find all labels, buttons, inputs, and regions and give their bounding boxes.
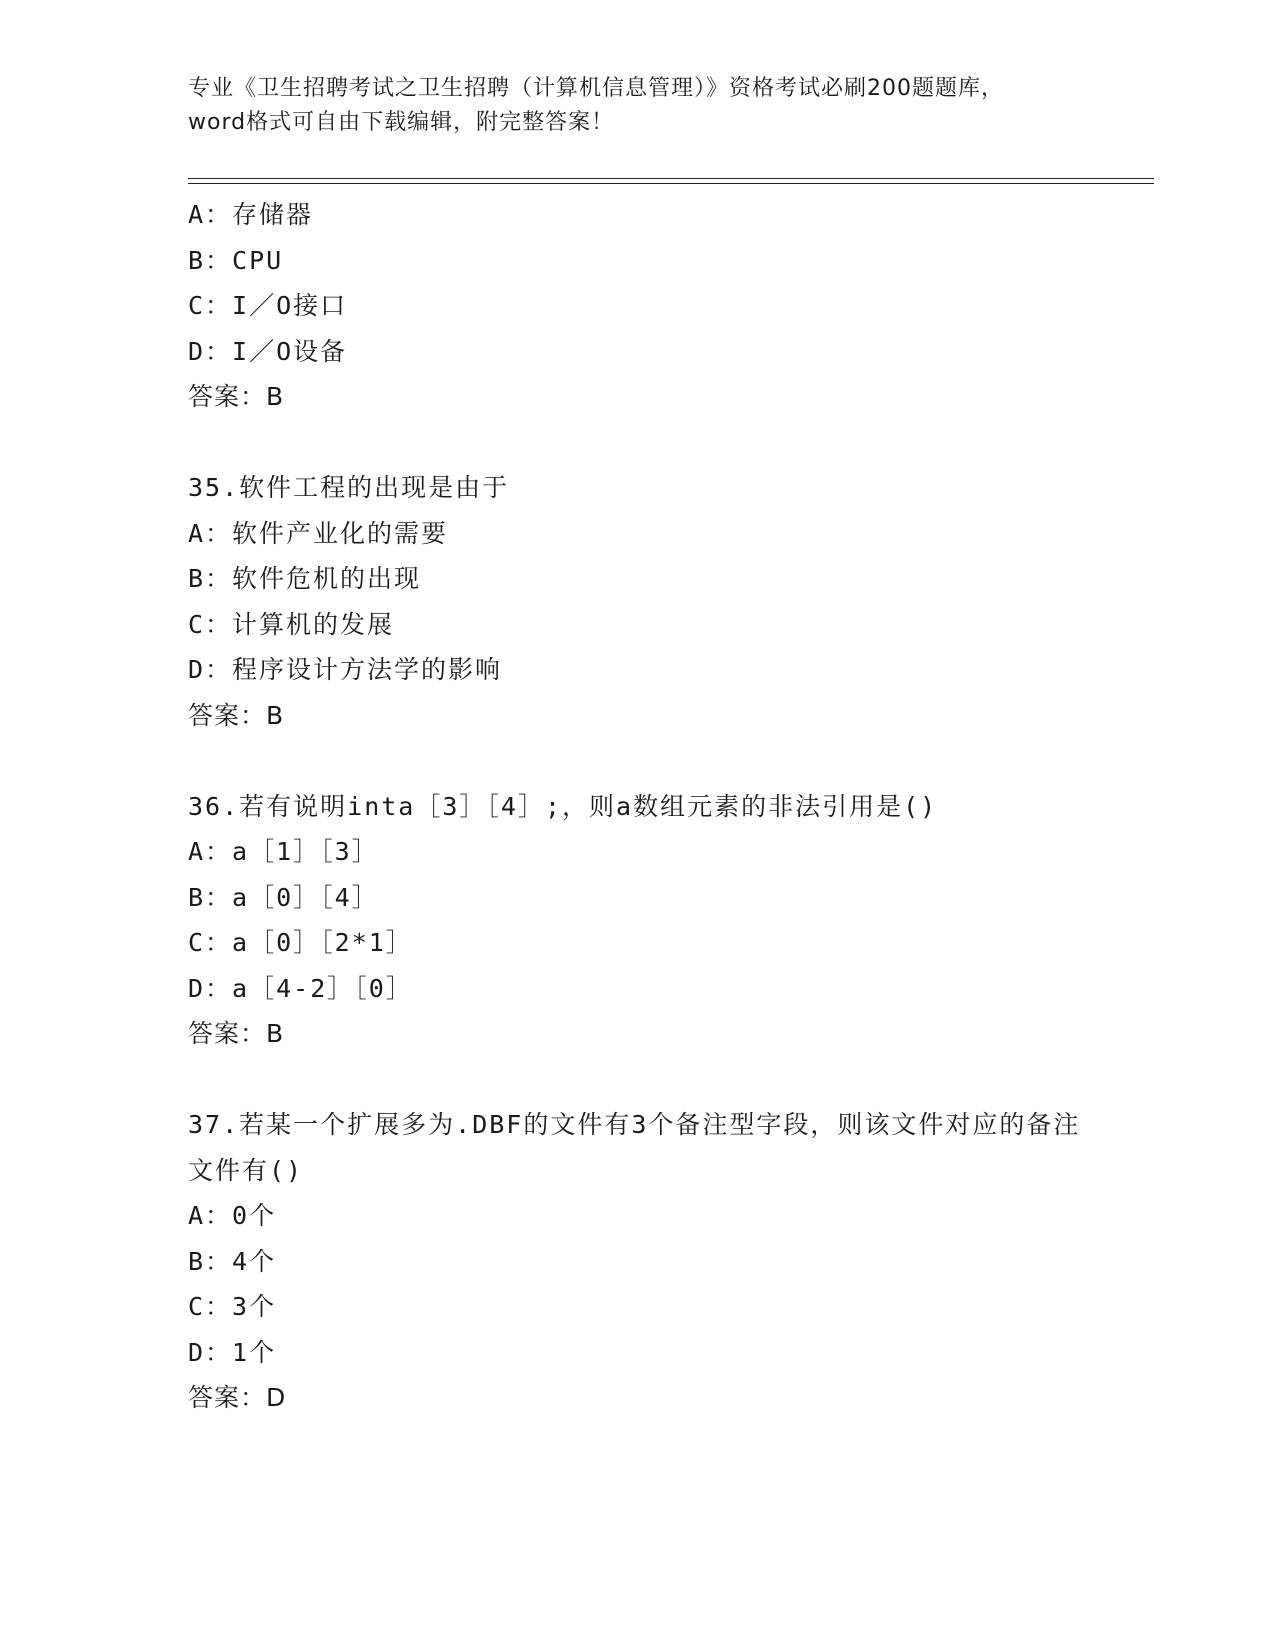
document-header xyxy=(188,72,1088,140)
option-c: C：3个 xyxy=(188,1292,277,1321)
question-stem: 37.若某一个扩展多为.DBF的文件有3个备注型字段，则该文件对应的备注文件有() xyxy=(188,1110,1081,1185)
spacer xyxy=(188,420,1148,466)
answer-line: 答案：B xyxy=(188,700,285,730)
question-block xyxy=(188,192,1148,420)
option-c: C：a［0］［2*1］ xyxy=(188,928,413,957)
option-d: D：I／O设备 xyxy=(188,336,348,366)
option-d: D：a［4-2］［0］ xyxy=(188,973,413,1003)
header-title-line-1: 专业《卫生招聘考试之卫生招聘（计算机信息管理）》资格考试必刷200题题库， xyxy=(188,76,1004,101)
header-title-line-2: word格式可自由下载编辑，附完整答案！ xyxy=(188,110,615,135)
answer-line: 答案：B xyxy=(188,382,285,411)
question-block xyxy=(188,784,1148,1057)
question-block xyxy=(188,465,1148,738)
answer-line: 答案：B xyxy=(188,1019,285,1048)
option-b: B：软件危机的出现 xyxy=(188,564,422,593)
question-stem: 35.软件工程的出现是由于 xyxy=(188,473,510,502)
option-d: D：1个 xyxy=(188,1337,277,1367)
question-list xyxy=(188,192,1148,1421)
answer-line: 答案：D xyxy=(188,1383,287,1412)
header-divider-top xyxy=(188,178,1154,179)
spacer xyxy=(188,738,1148,784)
option-b: B：a［0］［4］ xyxy=(188,882,379,912)
option-b: B：4个 xyxy=(188,1246,277,1276)
option-a: A：0个 xyxy=(188,1201,277,1230)
question-block xyxy=(188,1102,1148,1421)
option-a: A：软件产业化的需要 xyxy=(188,518,449,548)
option-c: C：计算机的发展 xyxy=(188,609,395,639)
header-divider-bottom xyxy=(188,183,1154,184)
option-d: D：程序设计方法学的影响 xyxy=(188,655,503,684)
option-a: A：a［1］［3］ xyxy=(188,837,379,866)
spacer xyxy=(188,1057,1148,1103)
option-b: B：CPU xyxy=(188,245,284,275)
option-c: C：I／O接口 xyxy=(188,291,348,320)
question-stem: 36.若有说明inta［3］［4］;，则a数组元素的非法引用是() xyxy=(188,791,938,821)
option-a: A：存储器 xyxy=(188,200,314,229)
